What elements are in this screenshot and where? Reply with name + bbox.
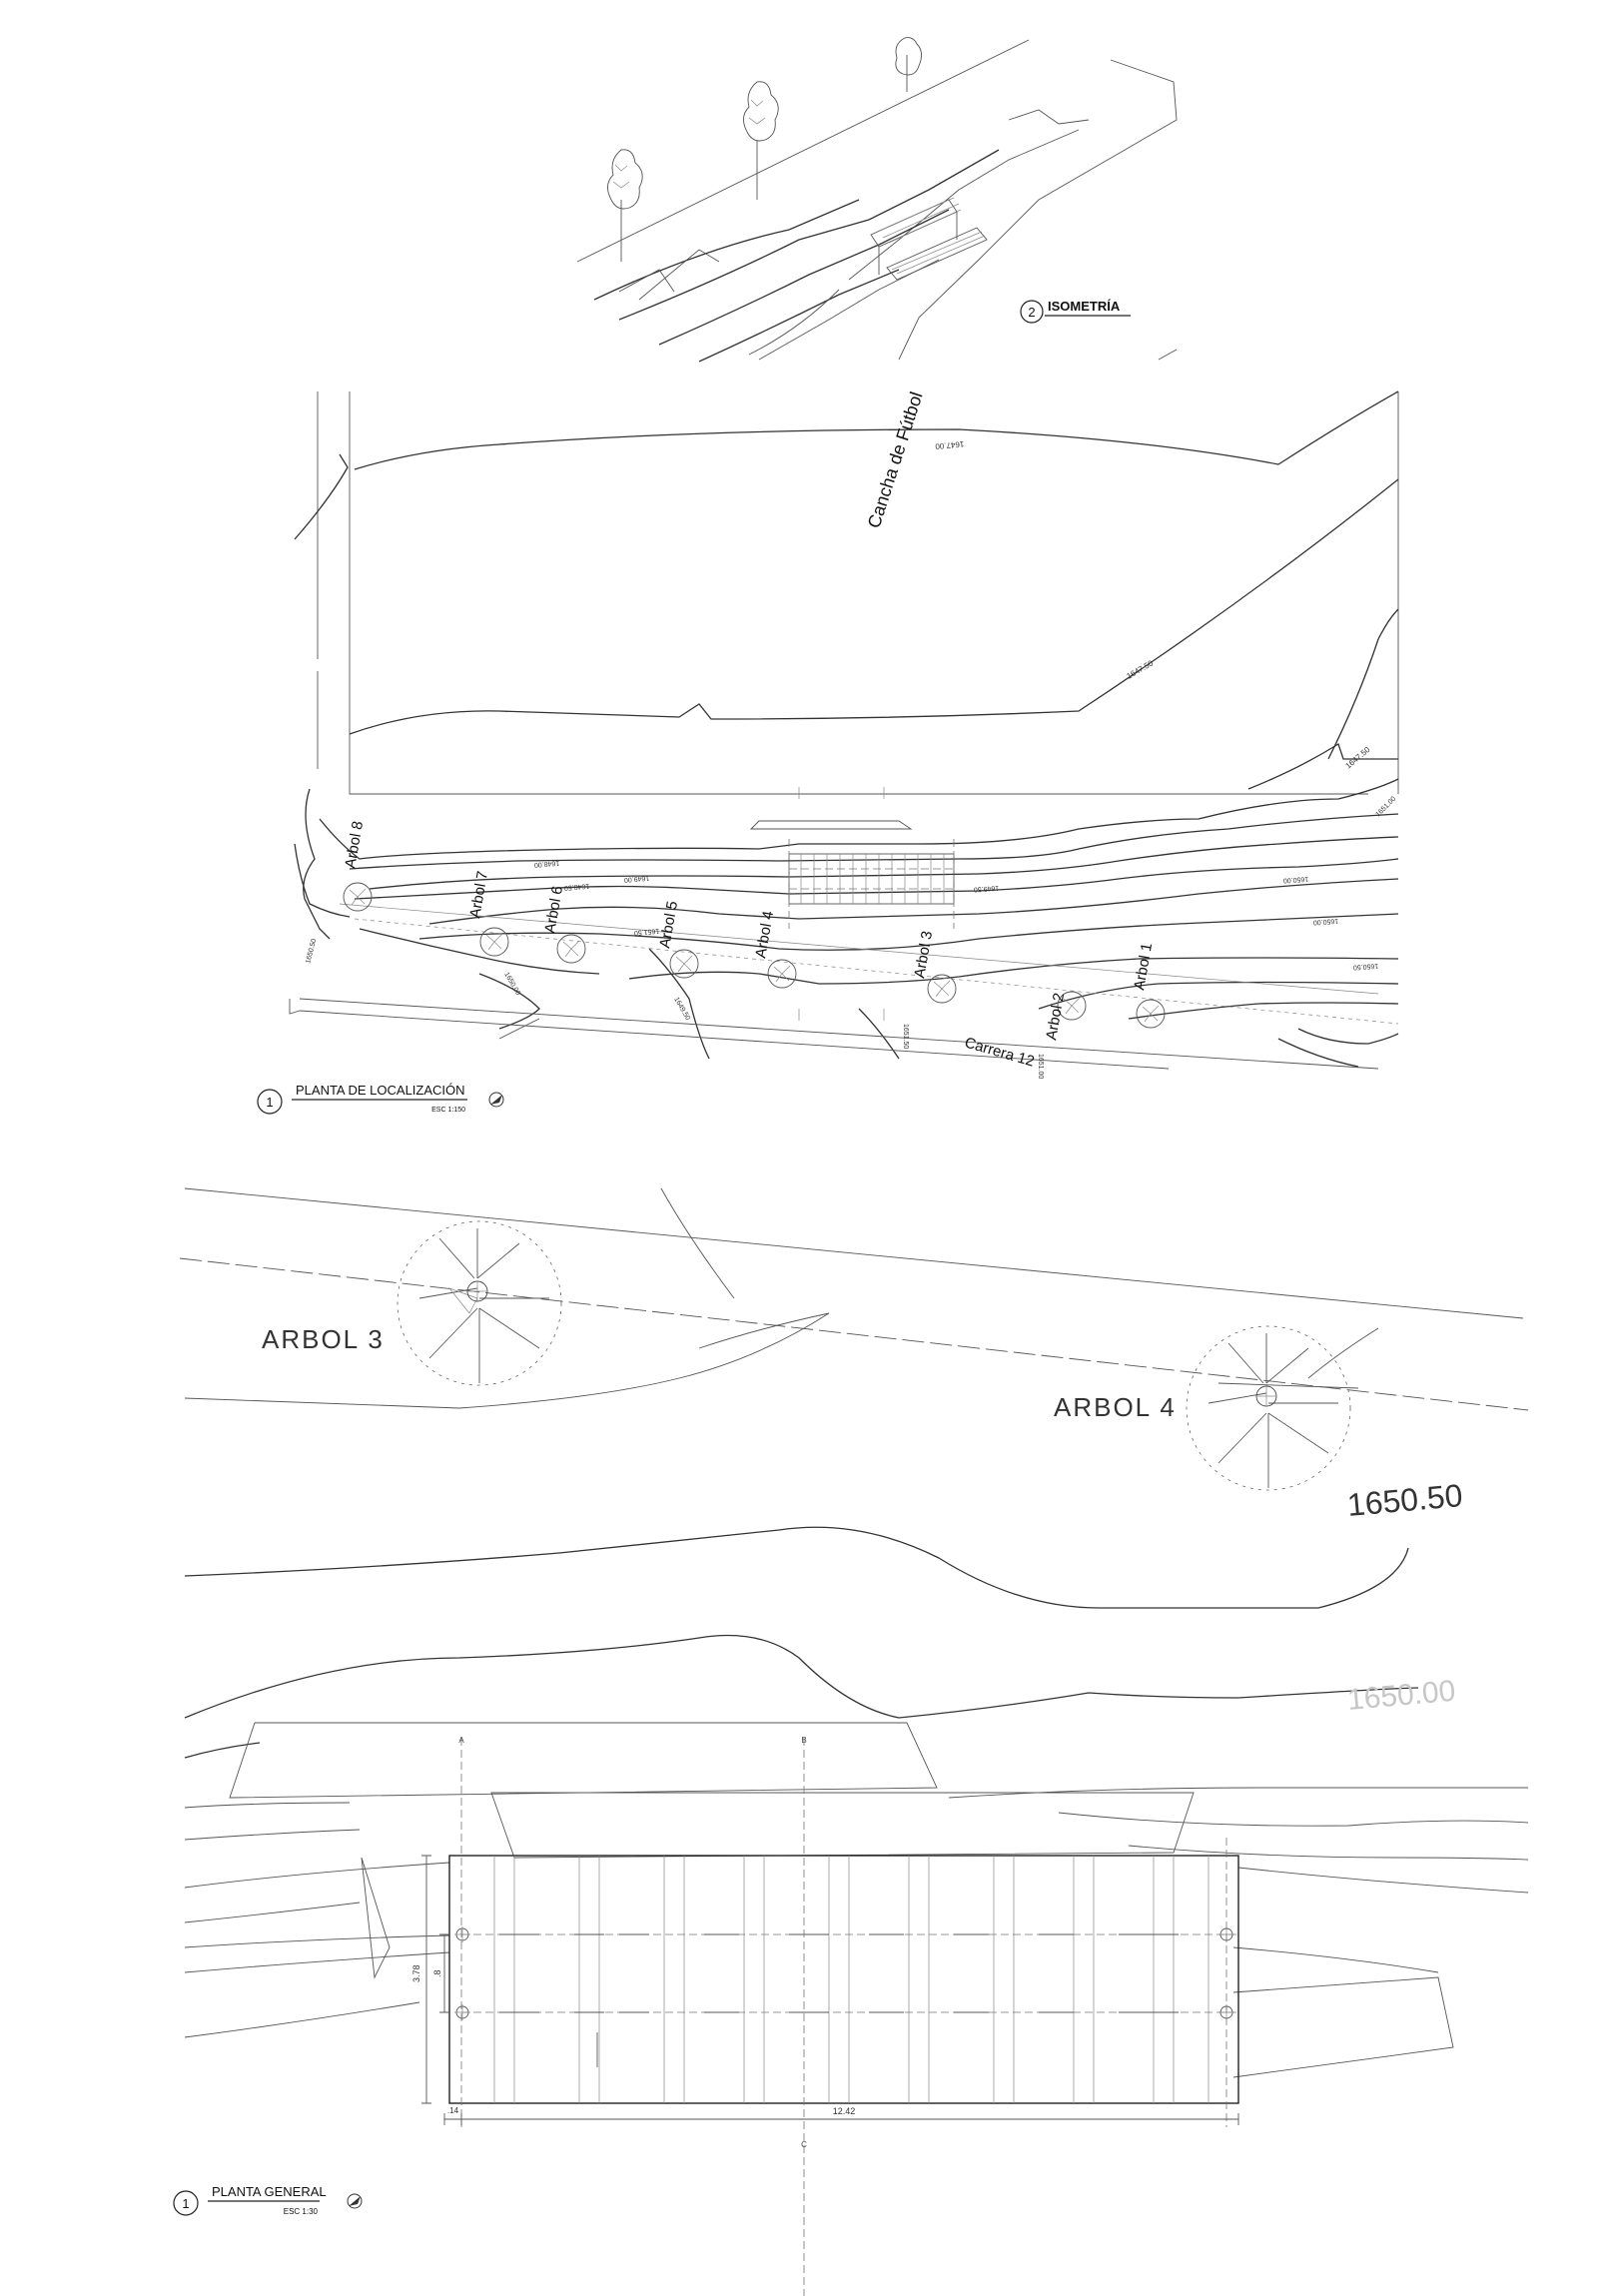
dimension-length: 12.42	[832, 2106, 856, 2116]
tree-label-5: Arbol 5	[656, 899, 682, 950]
tree-label-6: Arbol 6	[541, 884, 567, 935]
general-title: PLANTA GENERAL	[212, 2184, 327, 2199]
axis-label: A	[458, 1736, 464, 1745]
tree-plan-icon	[1187, 1326, 1350, 1490]
dimension-lines	[411, 1856, 1238, 2125]
tree-plan-icon	[398, 1221, 561, 1385]
tree-symbol-icon	[480, 928, 508, 956]
contour-label: 1649.50	[973, 884, 1000, 893]
contour-label: 1647.00	[935, 439, 965, 451]
contour-label: 1649.00	[623, 874, 650, 884]
contour-label: 1651.50	[633, 927, 660, 937]
iso-tree-icon	[607, 150, 642, 262]
location-title: PLANTA DE LOCALIZACIÓN	[296, 1083, 465, 1098]
contour-label: 1649.50	[672, 996, 691, 1022]
general-title-block	[174, 2184, 362, 2216]
tree-symbol-icon	[768, 960, 796, 988]
shelter-plan-detail	[230, 1723, 1238, 2296]
contour-label: 1650.00	[502, 971, 521, 997]
callout-number: 1	[266, 1095, 274, 1110]
tree-label-7: Arbol 7	[466, 869, 492, 920]
dimension-width: 3.78	[411, 1964, 421, 1982]
location-scale: ESC 1:150	[431, 1107, 465, 1114]
dimension-inner: .8	[432, 1969, 442, 1977]
contour-label: 1650.00	[1312, 917, 1339, 926]
isometry-title-block	[1021, 299, 1131, 323]
column-marker-icon	[454, 2004, 470, 2020]
north-arrow-icon	[489, 1093, 503, 1107]
tree-label-1: Arbol 1	[1131, 941, 1157, 992]
shelter-plan	[751, 787, 954, 1021]
isometry-title: ISOMETRÍA	[1048, 299, 1121, 314]
tree-label-b: ARBOL 4	[1054, 1392, 1177, 1422]
dimension-small: .14	[447, 2106, 459, 2115]
tree-symbol-icon	[557, 935, 585, 963]
contour-label: 1651.50	[902, 1024, 909, 1050]
tree-label-8: Arbol 8	[342, 819, 368, 870]
axis-label: B	[801, 1736, 807, 1745]
contour-label: 1650.00	[1282, 875, 1309, 884]
contour-label: 1648.00	[533, 859, 560, 869]
north-arrow-icon	[348, 2194, 362, 2208]
street-label: Carrera 12	[962, 1034, 1037, 1071]
tree-label-a: ARBOL 3	[262, 1324, 385, 1354]
field-label: Cancha de Fútbol	[863, 388, 927, 531]
general-plan	[174, 1188, 1528, 2296]
contour-label: 1651.00	[1037, 1054, 1044, 1080]
iso-tree-icon	[896, 38, 922, 92]
callout-number: 2	[1028, 305, 1036, 320]
contour-label: 1651.00	[1374, 795, 1398, 819]
contour-label: 1647.50	[1125, 658, 1156, 681]
tree-symbol-icon	[344, 883, 372, 911]
contour-label: 1647.50	[1343, 745, 1372, 771]
contour-label: 1650.50	[1352, 962, 1379, 971]
location-title-block	[258, 1083, 503, 1114]
callout-number: 1	[182, 2196, 190, 2211]
level-label-bottom: 1650.00	[1345, 1674, 1457, 1717]
tree-label-4: Arbol 4	[752, 909, 778, 960]
level-label-top: 1650.50	[1345, 1477, 1464, 1523]
isometry-view	[577, 38, 1177, 362]
axis-label: C	[801, 2140, 807, 2149]
tree-label-2: Arbol 2	[1043, 991, 1069, 1042]
column-marker-icon	[454, 1926, 470, 1942]
tree-label-3: Arbol 3	[911, 929, 937, 980]
general-scale: ESC 1:30	[283, 2207, 318, 2216]
iso-tree-icon	[743, 82, 778, 200]
contour-label: 1648.50	[563, 882, 590, 892]
contour-label: 1650.50	[305, 938, 319, 965]
location-plan	[258, 389, 1398, 1114]
